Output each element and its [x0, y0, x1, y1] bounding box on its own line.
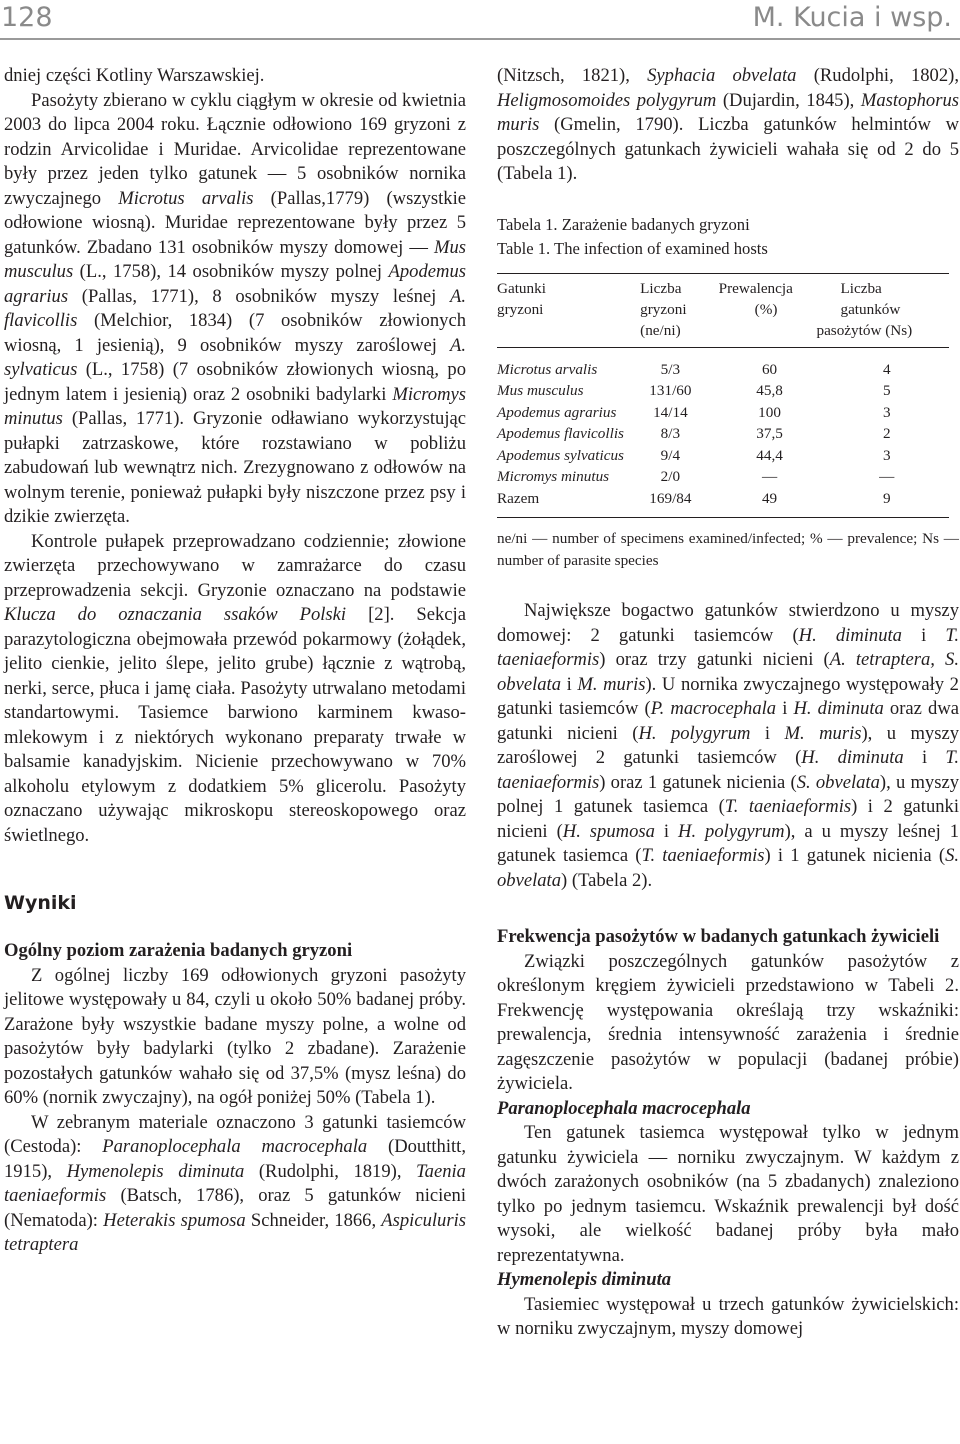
cell-species: Microtus arvalis	[497, 360, 598, 378]
table-row	[497, 423, 949, 445]
cell-prevalence: 49	[761, 489, 778, 507]
cell-species-count: 3	[882, 403, 891, 421]
paragraph: Kontrole pułapek przeprowadzano codziennie; złowione zwierzęta przechowywano w zamrażarce do czasu przeprowadzenia sekcji. Gryzonie oznaczano na podstawie Klucza do oznaczania ssaków Polski [2]. Sekcja parazytologiczna obejmowała przewód pokarmowy (żołądek, jelito cienkie, jelito ślepe, jelito grube) łącznie z wątrobą, nerki, serce, płuca i jamę ciała. Pasożyty utrwalano metodami standartowymi. Tasiemce barwiono karminem kwaso-mlekowym i z niektórych wykonano preparaty trwałe w balsamie kanadyjskim. Nicienie przechowywano w 70% alkoholu etylowym z dodatkiem 5% glicerolu. Pasożyty oznaczano używając mikroskopu stereoskopowego oraz świetlnego.	[4, 530, 466, 846]
table-caption-en: Table 1. The infection of examined hosts	[497, 238, 768, 258]
cell-species: Apodemus flavicollis	[497, 425, 624, 442]
left-column	[4, 64, 466, 1258]
paragraph: Z ogólnej liczby 169 odłowionych gryzoni pasożyty jelitowe występowały u 84, czyli u około 50% badanej próby. Zarażone były wszystkie badane myszy polne, a wolne od pasożytów były badylarki (tylko 2 zbadane). Zarażenie pozostałych gatunków wahało się od 37,5% (mysz leśna) do 60% (nornik zwyczajny), na ogół poniżej 50% (Tabela 1).	[4, 964, 466, 1108]
page-number: 128	[1, 2, 53, 33]
species-heading: Hymenolepis diminuta	[497, 1269, 672, 1290]
header-species-count: Liczba gatunków pasożytów (Ns)	[816, 279, 913, 339]
cell-count: 9/4	[660, 446, 681, 464]
paragraph: dniej części Kotliny Warszawskiej.	[4, 65, 265, 86]
cell-count: 8/3	[660, 425, 681, 442]
cell-count: 2/0	[660, 468, 681, 485]
cell-species-count: 2	[882, 425, 891, 442]
cell-species-count: 4	[882, 360, 891, 378]
cell-prevalence: 37,5	[756, 425, 783, 442]
table-note: ne/ni — number of specimens examined/infected; % — prevalence; Ns — number of parasite species	[497, 530, 959, 569]
table-row	[497, 380, 949, 402]
paragraph: Tasiemiec występował u trzech gatunków żywicielskich: w norniku zwyczajnym, myszy domowej	[497, 1293, 959, 1339]
subsection-title: Ogólny poziom zarażenia badanych gryzoni	[4, 940, 353, 961]
cell-species: Razem	[497, 489, 540, 507]
infection-table	[497, 273, 949, 519]
header-count: Liczba gryzoni (ne/ni)	[640, 279, 687, 339]
page-header	[0, 0, 960, 44]
cell-species: Apodemus agrarius	[497, 403, 617, 421]
cell-prevalence: 45,8	[756, 382, 783, 399]
cell-species: Micromys minutus	[497, 468, 610, 485]
paragraph: Związki poszczególnych gatunków pasożytów z określonym kręgiem żywicieli przedstawiono w Tabeli 2. Frekwencję występowania określają trzy wskaźniki: prewalencja, średnia intensywność zarażenia i średnie zagęszczenie pasożytów w populacji (badanej próbie) żywiciela.	[497, 950, 959, 1094]
header-prevalence: Prewalencja (%)	[718, 279, 793, 318]
cell-prevalence: 44,4	[756, 446, 783, 464]
table-row	[497, 466, 949, 488]
cell-species-count: 3	[882, 446, 891, 464]
paragraph: Pasożyty zbierano w cyklu ciągłym w okresie od kwietnia 2003 do lipca 2004 roku. Łącznie odłowiono 169 gryzoni z rodzin Arvicolidae i Muridae. Arvicolidae reprezentowane były przez jeden tylko gatunek — 5 osobników nornika zwyczajnego Microtus arvalis (Pallas,1779) (wszystkie odłowione wiosną). Muridae reprezentowane były przez 5 gatunków. Zbadano 131 osobników myszy domowej — Mus musculus (L., 1758), 14 osobników myszy polnej Apodemus agrarius (Pallas, 1771), 8 osobników myszy leśnej A. flavicollis (Melchior, 1834) (7 osobników złowionych wiosną, 1 jesienią), 9 osobników myszy zaroślowej A. sylvaticus (L., 1758) (7 osobników złowionych wiosną, po jednym latem i jesienią) oraz 2 osobniki badylarki Micromys minutus (Pallas, 1771). Gryzonie odławiano wykorzystując pułapki zatrzaskowe, które rozstawiano w pobliżu zabudowań lub wewnątrz nich. Zrezygnowano z odłowów na wolnym terenie, ponieważ pułapki były niszczone przez psy i dzikie zwierzęta.	[4, 89, 466, 527]
table-row	[497, 347, 949, 380]
cell-count: 5/3	[660, 360, 681, 378]
header-species: Gatunki gryzoni	[497, 279, 546, 318]
cell-count: 131/60	[649, 382, 692, 399]
cell-species-count: 9	[882, 489, 891, 507]
running-head: M. Kucia i wsp.	[752, 2, 952, 33]
cell-species-count: 5	[882, 382, 891, 399]
cell-species-count: —	[879, 468, 895, 485]
cell-prevalence: —	[761, 468, 778, 485]
paragraph: Ten gatunek tasiemca występował tylko w jednym gatunku żywiciela — norniku zwyczajnym. W każdym z dwóch zarażonych osobników (na 5 zbadanych) znaleziono tylko po jednym tasiemcu. Wskaźnik prewalencji był dość wysoki, ale wielkość badanej próby była mało reprezentatywna.	[497, 1122, 959, 1266]
cell-prevalence: 100	[758, 403, 781, 421]
paragraph: Największe bogactwo gatunków stwierdzono u myszy domowej: 2 gatunki tasiemców (H. diminuta i T. taeniaeformis) oraz trzy gatunki nicieni (A. tetraptera, S. obvelata i M. muris). U nornika zwyczajnego występowały 2 gatunki tasiemców (P. macrocephala i H. diminuta oraz dwa gatunki nicieni (H. polygyrum i M. muris), u myszy zaroślowej 2 gatunki tasiemców (H. diminuta i T. taeniaeformis) oraz 1 gatunek nicienia (S. obvelata), u myszy polnej 1 gatunek tasiemca (T. taeniaeformis) i 2 gatunki nicieni (H. spumosa i H. polygyrum), a u myszy leśnej 1 gatunek tasiemca (T. taeniaeformis) i 1 gatunek nicienia (S. obvelata) (Tabela 2).	[497, 600, 960, 891]
table-header-row	[497, 273, 949, 347]
paragraph: (Nitzsch, 1821), Syphacia obvelata (Rudolphi, 1802), Heligmosomoides polygyrum (Dujardin, 1845), Mastophorus muris (Gmelin, 1790). Liczba gatunków helmintów w poszczególnych gatunkach żywicieli wahała się od 2 do 5 (Tabela 1).	[497, 65, 959, 184]
subsection-title: Frekwencja pasożytów w badanych gatunkach żywicieli	[497, 926, 940, 947]
cell-count: 14/14	[653, 403, 688, 421]
right-column	[497, 64, 959, 1342]
cell-count: 169/84	[649, 489, 692, 507]
table-caption	[497, 213, 959, 261]
cell-prevalence: 60	[761, 360, 778, 378]
table-caption-pl: Tabela 1. Zarażenie badanych gryzoni	[497, 214, 750, 234]
paragraph: W zebranym materiale oznaczono 3 gatunki tasiemców (Cestoda): Paranoplocephala macrocephala (Doutthitt, 1915), Hymenolepis diminuta (Rudolphi, 1819), Taenia taeniaeformis (Batsch, 1786), oraz 5 gatunków nicieni (Nematoda): Heterakis spumosa Schneider, 1866, Aspiculuris tetraptera	[4, 1111, 466, 1255]
table-row	[497, 445, 949, 467]
cell-species: Apodemus sylvaticus	[497, 446, 624, 464]
table-row	[497, 488, 949, 518]
cell-species: Mus musculus	[497, 382, 584, 399]
section-title: Wyniki	[4, 892, 77, 914]
table-row	[497, 402, 949, 424]
species-heading: Paranoplocephala macrocephala	[497, 1097, 751, 1119]
header-rule	[0, 38, 960, 40]
